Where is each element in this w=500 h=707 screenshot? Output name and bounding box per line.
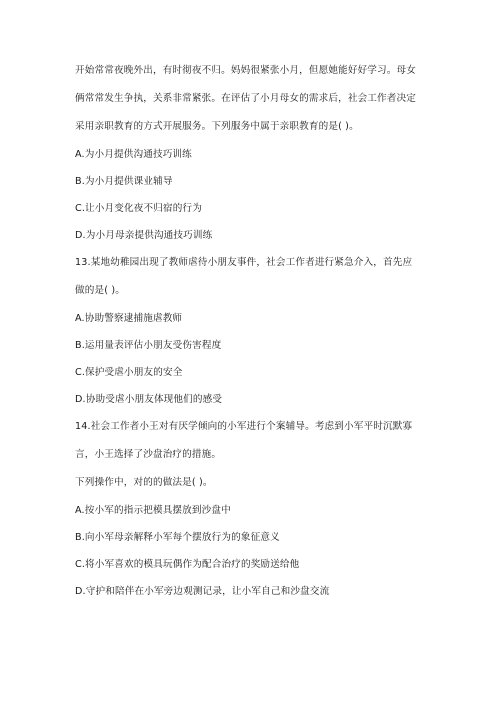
intro-line-2: 俩常常发生争执，关系非常紧张。在评估了小月母女的需求后，社会工作者决定	[75, 93, 417, 104]
q13-option-b: B.运用量表评估小朋友受伤害程度	[75, 340, 222, 351]
q14-option-b: B.向小军母亲解释小军每个摆放行为的象征意义	[75, 532, 280, 543]
q12-option-a: A.为小月提供沟通技巧训练	[75, 149, 192, 160]
q12-option-b: B.为小月提供课业辅导	[75, 176, 173, 187]
document-body	[75, 64, 427, 599]
intro-line-3: 采用亲职教育的方式开展服务。下列服务中属于亲职教育的是( )。	[75, 121, 359, 132]
q14-stem-line-1: 14.社会工作者小王对有厌学倾向的小军进行个案辅导。考虑到小军平时沉默寡	[75, 421, 413, 432]
q14-option-c: C.将小军喜欢的模具玩偶作为配合治疗的奖励送给他	[75, 559, 300, 570]
q14-option-a: A.按小军的指示把模具摆放到沙盘中	[75, 505, 231, 516]
q13-option-d: D.协助受虐小朋友体现他们的感受	[75, 394, 223, 405]
q14-option-d: D.守护和陪伴在小军旁边观测记录，让小军自己和沙盘交流	[75, 586, 330, 597]
q14-stem-line-2: 言，小王选择了沙盘治疗的措施。	[75, 449, 222, 460]
q12-option-d: D.为小月母亲提供沟通技巧训练	[75, 230, 213, 241]
q13-stem-line-1: 13.某地幼稚园出现了教师虐待小朋友事件，社会工作者进行紧急介入，首先应	[75, 257, 413, 268]
intro-line-1: 开始常常夜晚外出，有时彻夜不归。妈妈很紧张小月，但愿她能好好学习。母女	[75, 65, 417, 76]
q13-option-a: A.协助警察逮捕施虐教师	[75, 313, 183, 324]
q13-stem-line-2: 做的是( )。	[75, 285, 125, 296]
q13-option-c: C.保护受虐小朋友的安全	[75, 367, 183, 378]
q12-option-c: C.让小月变化夜不归宿的行为	[75, 203, 202, 214]
q14-stem-line-3: 下列操作中，对的的做法是( )。	[75, 477, 213, 488]
